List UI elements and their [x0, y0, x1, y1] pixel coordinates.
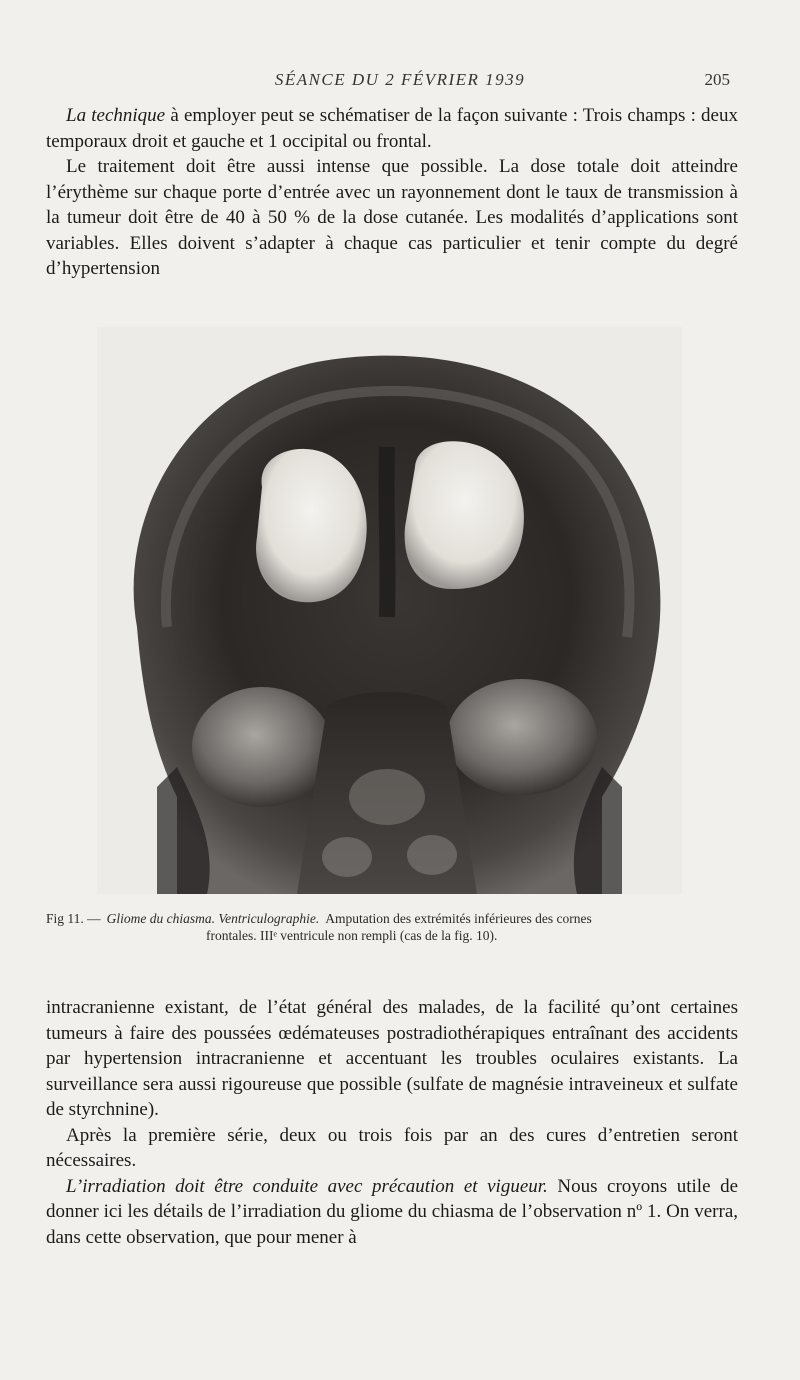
- running-head: [0, 70, 800, 96]
- caption-line-2: frontales. IIIᵉ ventricule non rempli (cas de la fig. 10).: [206, 928, 498, 943]
- caption-text-1: Amputation des extrémités inférieures des cornes: [325, 911, 592, 926]
- irradiation-text: Nous croyons utile de donner ici les détails de l’irradiation du gliome du chiasma de l’observation nº 1. On verra, dans cette observation, que pour mener à: [46, 1175, 739, 1248]
- paragraph-irradiation: [46, 1174, 738, 1251]
- technique-text: à employer peut se schématiser de la façon suivante : Trois champs : deux temporaux droit et gauche et 1 occipital ou frontal.: [46, 105, 738, 152]
- caption-line-1: [46, 910, 736, 927]
- left-orbit: [192, 687, 332, 807]
- paragraph-technique: [46, 103, 738, 154]
- paragraph-entretien: Après la première série, deux ou trois fois par an des cures d’entretien seront nécessaires.: [46, 1124, 738, 1171]
- running-title: SÉANCE DU 2 FÉVRIER 1939: [274, 70, 526, 89]
- bottom-text-block: [46, 995, 738, 1250]
- irradiation-emphasis: L’irradiation doit être conduite avec précaution et vigueur.: [66, 1175, 548, 1197]
- figure-caption: [46, 910, 736, 944]
- paragraph-continuation: intracranienne existant, de l’état général des malades, de la facilité qu’ont certaines tumeurs à faire des poussées œdémateuses postradiothérapiques entraînant des accidents par hypertension intracranienne et accentuant les troubles oculaires existants. La surveillance sera aussi rigoureuse que possible (sulfate de magnésie intraveineux et sulfate de styrchnine).: [46, 997, 738, 1120]
- paragraph-traitement: Le traitement doit être aussi intense que possible. La dose totale doit atteindre l’érythème sur chaque porte d’entrée avec un rayonnement dont le taux de transmission à la tumeur doit être de 40 à 50 % de la dose cutanée. Les modalités d’applications sont variables. Elles doivent s’adapter à chaque cas particulier et tenir compte du degré d’hypertension: [46, 156, 738, 279]
- top-text-block: [46, 103, 738, 282]
- technique-emphasis: La technique: [66, 105, 166, 126]
- right-orbit: [447, 679, 597, 795]
- xray-image: [97, 327, 682, 894]
- xray-figure: [97, 327, 682, 894]
- caption-title: Gliome du chiasma. Ventriculographie.: [106, 911, 320, 926]
- page-number: 205: [704, 70, 730, 89]
- caption-label: Fig 11. —: [46, 911, 101, 926]
